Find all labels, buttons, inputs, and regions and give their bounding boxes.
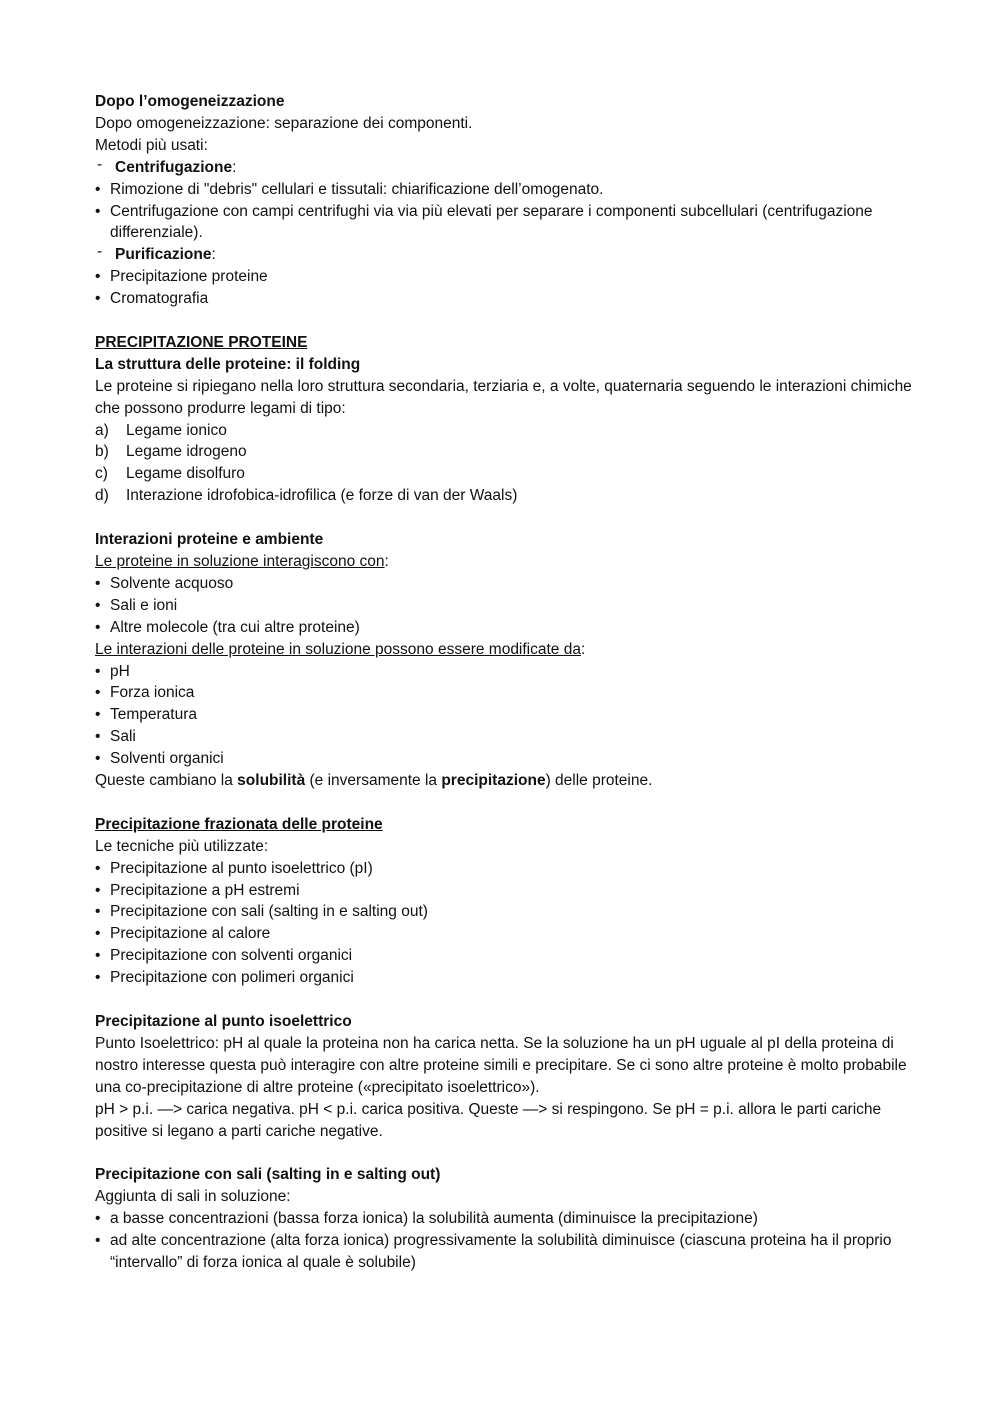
intro-line: Le tecniche più utilizzate: bbox=[95, 837, 269, 855]
list-item: • Precipitazione con sali (salting in e salting out) bbox=[95, 901, 925, 923]
list-item: • Forza ionica bbox=[95, 682, 925, 704]
section-title-interazioni: Interazioni proteine e ambiente bbox=[95, 531, 324, 549]
dash-item-centrifugazione: - Centrifugazione: bbox=[97, 155, 237, 176]
list-item: a) Legame ionico bbox=[95, 421, 227, 439]
list-item: • Precipitazione al calore bbox=[95, 923, 925, 945]
dash-item-purificazione: - Purificazione: bbox=[97, 243, 216, 264]
intro-line: Le interazioni delle proteine in soluzione possono essere modificate da: bbox=[95, 640, 586, 658]
list-item: • Precipitazione proteine bbox=[95, 266, 925, 288]
list-item: • Temperatura bbox=[95, 704, 925, 726]
subtitle-folding: La struttura delle proteine: il folding bbox=[95, 355, 361, 373]
list-item: • Precipitazione con polimeri organici bbox=[95, 967, 925, 989]
list-item: • Cromatografia bbox=[95, 288, 925, 310]
paragraph-folding: Le proteine si ripiegano nella loro struttura secondaria, terziaria e, a volte, quaternaria seguendo le interazioni chimiche che possono produrre legami di tipo: bbox=[95, 377, 912, 417]
section-title-sali: Precipitazione con sali (salting in e salting out) bbox=[95, 1166, 441, 1184]
list-item: • Sali e ioni bbox=[95, 595, 925, 617]
text-line: Dopo omogeneizzazione: separazione dei componenti. bbox=[95, 114, 473, 132]
dash-marker: - bbox=[97, 243, 103, 261]
intro-line: Le proteine in soluzione interagiscono con: bbox=[95, 553, 389, 570]
paragraph-cariche: pH > p.i. —> carica negativa. pH < p.i. carica positiva. Queste —> si respingono. Se pH = p.i. allora le parti cariche positive si legano a parti cariche negative. bbox=[95, 1100, 882, 1140]
list-item: • Solvente acquoso bbox=[95, 573, 925, 595]
list-item: • Precipitazione al punto isoelettrico (pI) bbox=[95, 858, 925, 880]
list-item: • ad alte concentrazione (alta forza ionica) progressivamente la solubilità diminuisce (ciascuna proteina ha il proprio “intervallo” di forza ionica al quale è solubile) bbox=[95, 1230, 925, 1274]
section-title-isoelettrico: Precipitazione al punto isoelettrico bbox=[95, 1013, 352, 1030]
list-item: d) Interazione idrofobica-idrofilica (e forze di van der Waals) bbox=[95, 487, 518, 505]
dash-marker: - bbox=[97, 155, 103, 173]
paragraph-isoelettrico: Punto Isoelettrico: pH al quale la proteina non ha carica netta. Se la soluzione ha un pH uguale al pI della proteina di nostro interesse questa può interagire con altre proteine simili e precipitare. Se ci sono altre proteine è molto probabile una co-precipitazione di altre proteine («precipitato isoelettrico»). bbox=[95, 1034, 907, 1096]
list-item: c) Legame disolfuro bbox=[95, 465, 245, 483]
list-item: • Rimozione di "debris" cellulari e tissutali: chiarificazione dell’omogenato. bbox=[95, 179, 925, 201]
list-item: • Sali bbox=[95, 726, 925, 748]
list-item: • Altre molecole (tra cui altre proteine) bbox=[95, 617, 925, 639]
list-item: • pH bbox=[95, 661, 925, 683]
list-item: • Solventi organici bbox=[95, 748, 925, 770]
list-item: • Centrifugazione con campi centrifughi via via più elevati per separare i componenti subcellulari (centrifugazione differenziale). bbox=[95, 201, 925, 245]
text-line: Metodi più usati: bbox=[95, 136, 208, 154]
intro-line: Aggiunta di sali in soluzione: bbox=[95, 1188, 291, 1206]
list-item: • Precipitazione con solventi organici bbox=[95, 945, 925, 967]
section-title-omogeneizzazione: Dopo l’omogeneizzazione bbox=[95, 93, 285, 110]
section-heading-precipitazione: PRECIPITAZIONE PROTEINE bbox=[95, 333, 308, 351]
document-page bbox=[95, 91, 925, 1274]
list-item: b) Legame idrogeno bbox=[95, 443, 247, 461]
list-item: • Precipitazione a pH estremi bbox=[95, 880, 925, 902]
conclusion-line: Queste cambiano la solubilità (e inversamente la precipitazione) delle proteine. bbox=[95, 772, 653, 790]
list-item: • a basse concentrazioni (bassa forza ionica) la solubilità aumenta (diminuisce la precipitazione) bbox=[95, 1208, 925, 1230]
section-title-frazionata: Precipitazione frazionata delle proteine bbox=[95, 815, 383, 833]
